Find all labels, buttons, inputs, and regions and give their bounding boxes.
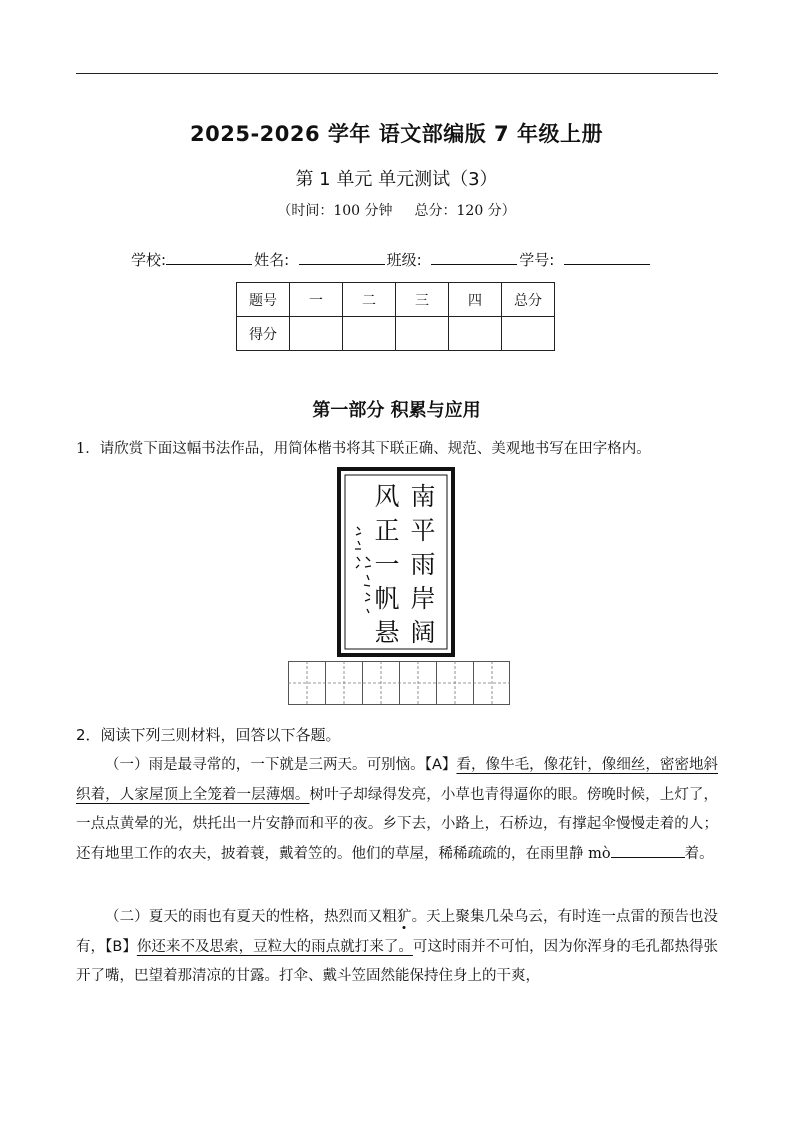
score-cell[interactable]	[502, 317, 555, 351]
score-cell[interactable]	[449, 317, 502, 351]
score-header-cell: 一	[290, 283, 343, 317]
dotted-char: 犷	[396, 909, 412, 925]
number-label: 学号:	[519, 251, 555, 269]
calligraphy-char: 帆	[374, 584, 400, 613]
exam-meta	[0, 200, 793, 220]
student-info-row	[131, 249, 650, 270]
exam-total: 总分：120 分）	[414, 203, 516, 219]
score-value-row	[237, 317, 555, 351]
score-cell[interactable]	[396, 317, 449, 351]
score-header-cell: 四	[449, 283, 502, 317]
material-1-body: 树叶子却绿得发亮，小草也青得逼你的眼。傍晚时候，上灯了，一点点黄晕的光，烘托出一片安静而和平的夜。乡下去，小路上，石桥边，有撑起伞慢慢走着的人；还有地里工作的农夫，披着蓑，戴着笠的。他们的草屋，稀稀疏疏的，在雨里静 mò	[76, 786, 719, 862]
calligraphy-char: 风	[374, 482, 400, 511]
material-1-end: 着。	[684, 845, 714, 862]
tianzige-grid[interactable]	[288, 661, 510, 705]
score-row-label: 得分	[237, 317, 290, 351]
marker-a: 【A】	[424, 757, 457, 773]
score-header-row	[237, 283, 555, 317]
calligraphy-char: 悬	[374, 618, 400, 647]
question-1: 1．请欣赏下面这幅书法作品，用简体楷书将其下联正确、规范、美观地书写在田字格内。	[76, 441, 651, 457]
material-2-intro: （二）夏天的雨也有夏天的性格，热烈而又粗	[105, 909, 397, 925]
score-header-cell: 题号	[237, 283, 290, 317]
name-label: 姓名:	[254, 251, 290, 269]
exam-title: 2025-2026 学年 语文部编版 7 年级上册	[190, 122, 603, 146]
underlined-sentence-a: 看，像牛毛，像花针，像细丝，密密地斜织着，人家屋顶上全笼着一层薄烟。	[76, 757, 719, 803]
calligraphy-char: 岸	[410, 584, 436, 613]
school-field[interactable]	[166, 250, 252, 265]
section-title: 第一部分 积累与应用	[312, 400, 481, 421]
calligraphy-image	[337, 467, 455, 657]
pinyin-blank[interactable]	[611, 843, 685, 858]
calligraphy-char: 阔	[410, 618, 436, 647]
calligraphy-char: 平	[410, 516, 436, 545]
exam-time: （时间：100 分钟	[277, 203, 393, 219]
number-field[interactable]	[564, 250, 650, 265]
material-2-end: 可这时雨并不可怕，因为你浑身的毛孔都热得张开了嘴，巴望着那清凉的甘露。打伞、戴斗笠固然能保持住身上的干爽，	[76, 938, 719, 984]
calligraphy-char: 正	[374, 516, 400, 545]
score-header-cell: 总分	[502, 283, 555, 317]
material-1-intro: （一）雨是最寻常的，一下就是三两天。可别恼。	[105, 757, 425, 773]
calligraphy-char: 一	[374, 550, 400, 579]
name-field[interactable]	[299, 250, 385, 265]
material-1	[76, 751, 718, 869]
calligraphy-char: 雨	[410, 550, 436, 579]
calligraphy-char: 南	[410, 482, 436, 511]
exam-subtitle: 第 1 单元 单元测试（3）	[295, 169, 498, 190]
score-table	[236, 282, 555, 351]
question-2: 2．阅读下列三则材料，回答以下各题。	[76, 726, 341, 744]
material-2-body: 。天上聚集几朵乌云，有时连一点雷的预告也没有，	[76, 909, 719, 955]
header-rule	[76, 73, 718, 74]
marker-b: 【B】	[105, 938, 137, 955]
underlined-sentence-b: 你还来不及思索，豆粒大的雨点就打来了。	[136, 938, 413, 955]
school-label: 学校:	[131, 251, 167, 269]
material-2	[76, 903, 718, 992]
score-header-cell: 三	[396, 283, 449, 317]
score-header-cell: 二	[343, 283, 396, 317]
score-cell[interactable]	[343, 317, 396, 351]
class-label: 班级:	[386, 251, 422, 269]
class-field[interactable]	[431, 250, 517, 265]
score-cell[interactable]	[290, 317, 343, 351]
